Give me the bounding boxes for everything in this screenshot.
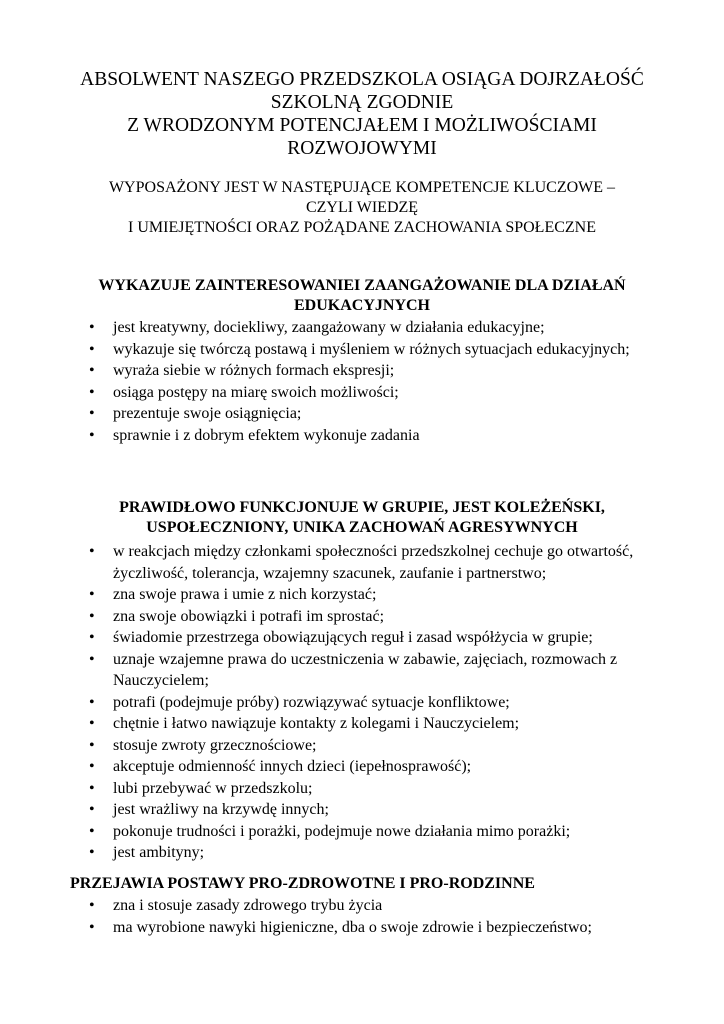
bullet-icon: • [89, 693, 95, 711]
list-item-text: potrafi (podejmuje próby) rozwiązywać sytuacje konfliktowe; [113, 693, 510, 711]
list-item-text: wyraża siebie w różnych formach ekspresji; [113, 362, 395, 379]
bullet-icon: • [89, 822, 95, 840]
subtitle-line: CZYLI WIEDZĘ [305, 199, 419, 216]
list-item [86, 799, 686, 821]
subtitle [40, 178, 684, 238]
list-item-text: wykazuje się twórczą postawą i myśleniem w różnych sytuacjach edukacyjnych; [113, 340, 630, 358]
list-item-text: lubi przebywać w przedszkolu; [113, 779, 313, 797]
list-item-text: świadomie przestrzega obowiązujących reguł i zasad współżycia w grupie; [113, 629, 593, 646]
list-item-text: uznaje wzajemne prawa do uczestniczenia w zabawie, zajęciach, rozmowach z Nauczycielem; [113, 650, 618, 689]
list-item [86, 895, 686, 917]
subtitle-line: WYPOSAŻONY JEST W NASTĘPUJĄCE KOMPETENCJE KLUCZOWE – [108, 179, 616, 196]
list-item [86, 541, 686, 584]
bullet-icon: • [89, 779, 95, 797]
list-item [86, 821, 686, 843]
bullet-icon: • [89, 758, 95, 775]
list-item [86, 649, 686, 692]
bullet-icon: • [89, 607, 95, 625]
list-item [86, 917, 686, 939]
main-title-line: ABSOLWENT NASZEGO PRZEDSZKOLA OSIĄGA DOJRZAŁOŚĆ [80, 69, 644, 90]
section-title-health [70, 874, 535, 894]
list-item-text: chętnie i łatwo nawiązuje kontakty z kolegami i Nauczycielem; [113, 715, 520, 732]
main-title [40, 68, 684, 160]
bullet-icon: • [89, 918, 95, 936]
bullet-icon: • [89, 383, 95, 401]
bullet-icon: • [89, 897, 95, 914]
section-title-line: USPOŁECZNIONY, UNIKA ZACHOWAŃ AGRESYWNYCH [146, 519, 578, 536]
section-list-group [86, 541, 686, 864]
list-item-text: akceptuje odmienność innych dzieci (iepełnosprawość); [113, 758, 472, 775]
list-item-text: stosuje zwroty grzecznościowe; [113, 736, 317, 754]
bullet-icon: • [89, 586, 95, 603]
main-title-line: SZKOLNĄ ZGODNIE [270, 92, 454, 113]
section-title-line: PRZEJAWIA POSTAWY PRO-ZDROWOTNE I PRO-RODZINNE [70, 875, 535, 892]
list-item-text: zna i stosuje zasady zdrowego trybu życia [113, 897, 383, 914]
bullet-icon: • [89, 362, 95, 379]
list-item [86, 692, 686, 714]
bullet-icon: • [89, 340, 95, 358]
section-list-health [86, 895, 686, 938]
list-item [86, 756, 686, 778]
main-title-line: Z WRODZONYM POTENCJAŁEM I MOŻLIWOŚCIAMI [127, 115, 597, 136]
list-item [86, 842, 686, 864]
list-item-text: jest kreatywny, dociekliwy, zaangażowany w działania edukacyjne; [113, 319, 545, 336]
list-item-text: sprawnie i z dobrym efektem wykonuje zadania [113, 426, 420, 444]
list-item-text: jest ambityny; [113, 844, 205, 861]
list-item [86, 317, 686, 339]
list-item-text: jest wrażliwy na krzywdę innych; [113, 801, 329, 818]
bullet-icon: • [89, 426, 95, 444]
section-title-line: PRAWIDŁOWO FUNKCJONUJE W GRUPIE, JEST KOLEŻEŃSKI, [119, 499, 605, 516]
list-item [86, 360, 686, 382]
section-title-engagement [70, 276, 654, 316]
bullet-icon: • [89, 801, 95, 818]
list-item [86, 606, 686, 628]
bullet-icon: • [89, 650, 95, 668]
list-item [86, 425, 686, 447]
list-item-text: zna swoje obowiązki i potrafi im sprostać; [113, 607, 385, 625]
section-title-line: EDUKACYJNYCH [294, 297, 430, 314]
bullet-icon: • [89, 736, 95, 754]
list-item [86, 339, 686, 361]
bullet-icon: • [89, 543, 95, 560]
section-title-group [70, 498, 654, 538]
list-item-text: zna swoje prawa i umie z nich korzystać; [113, 586, 377, 603]
section-title-line: WYKAZUJE ZAINTERESOWANIEI ZAANGAŻOWANIE DLA DZIAŁAŃ [98, 277, 626, 294]
bullet-icon: • [89, 319, 95, 336]
list-item [86, 735, 686, 757]
list-item-text: w reakcjach między członkami społeczności przedszkolnej cechuje go otwartość, życzliwość, tolerancja, wzajemny szacunek, zaufanie i partnerstwo; [113, 543, 634, 582]
list-item-text: pokonuje trudności i porażki, podejmuje nowe działania mimo porażki; [113, 822, 571, 840]
list-item [86, 382, 686, 404]
list-item-text: ma wyrobione nawyki higieniczne, dba o swoje zdrowie i bezpieczeństwo; [113, 918, 592, 936]
section-list-engagement [86, 317, 686, 446]
list-item [86, 778, 686, 800]
bullet-icon: • [89, 715, 95, 732]
main-title-line: ROZWOJOWYMI [287, 138, 437, 159]
list-item [86, 627, 686, 649]
list-item-text: prezentuje swoje osiągnięcia; [113, 405, 302, 422]
bullet-icon: • [89, 629, 95, 646]
list-item [86, 584, 686, 606]
list-item [86, 713, 686, 735]
list-item [86, 403, 686, 425]
bullet-icon: • [89, 844, 95, 861]
bullet-icon: • [89, 405, 95, 422]
list-item-text: osiąga postępy na miarę swoich możliwości; [113, 383, 399, 401]
subtitle-line: I UMIEJĘTNOŚCI ORAZ POŻĄDANE ZACHOWANIA SPOŁECZNE [128, 219, 596, 236]
